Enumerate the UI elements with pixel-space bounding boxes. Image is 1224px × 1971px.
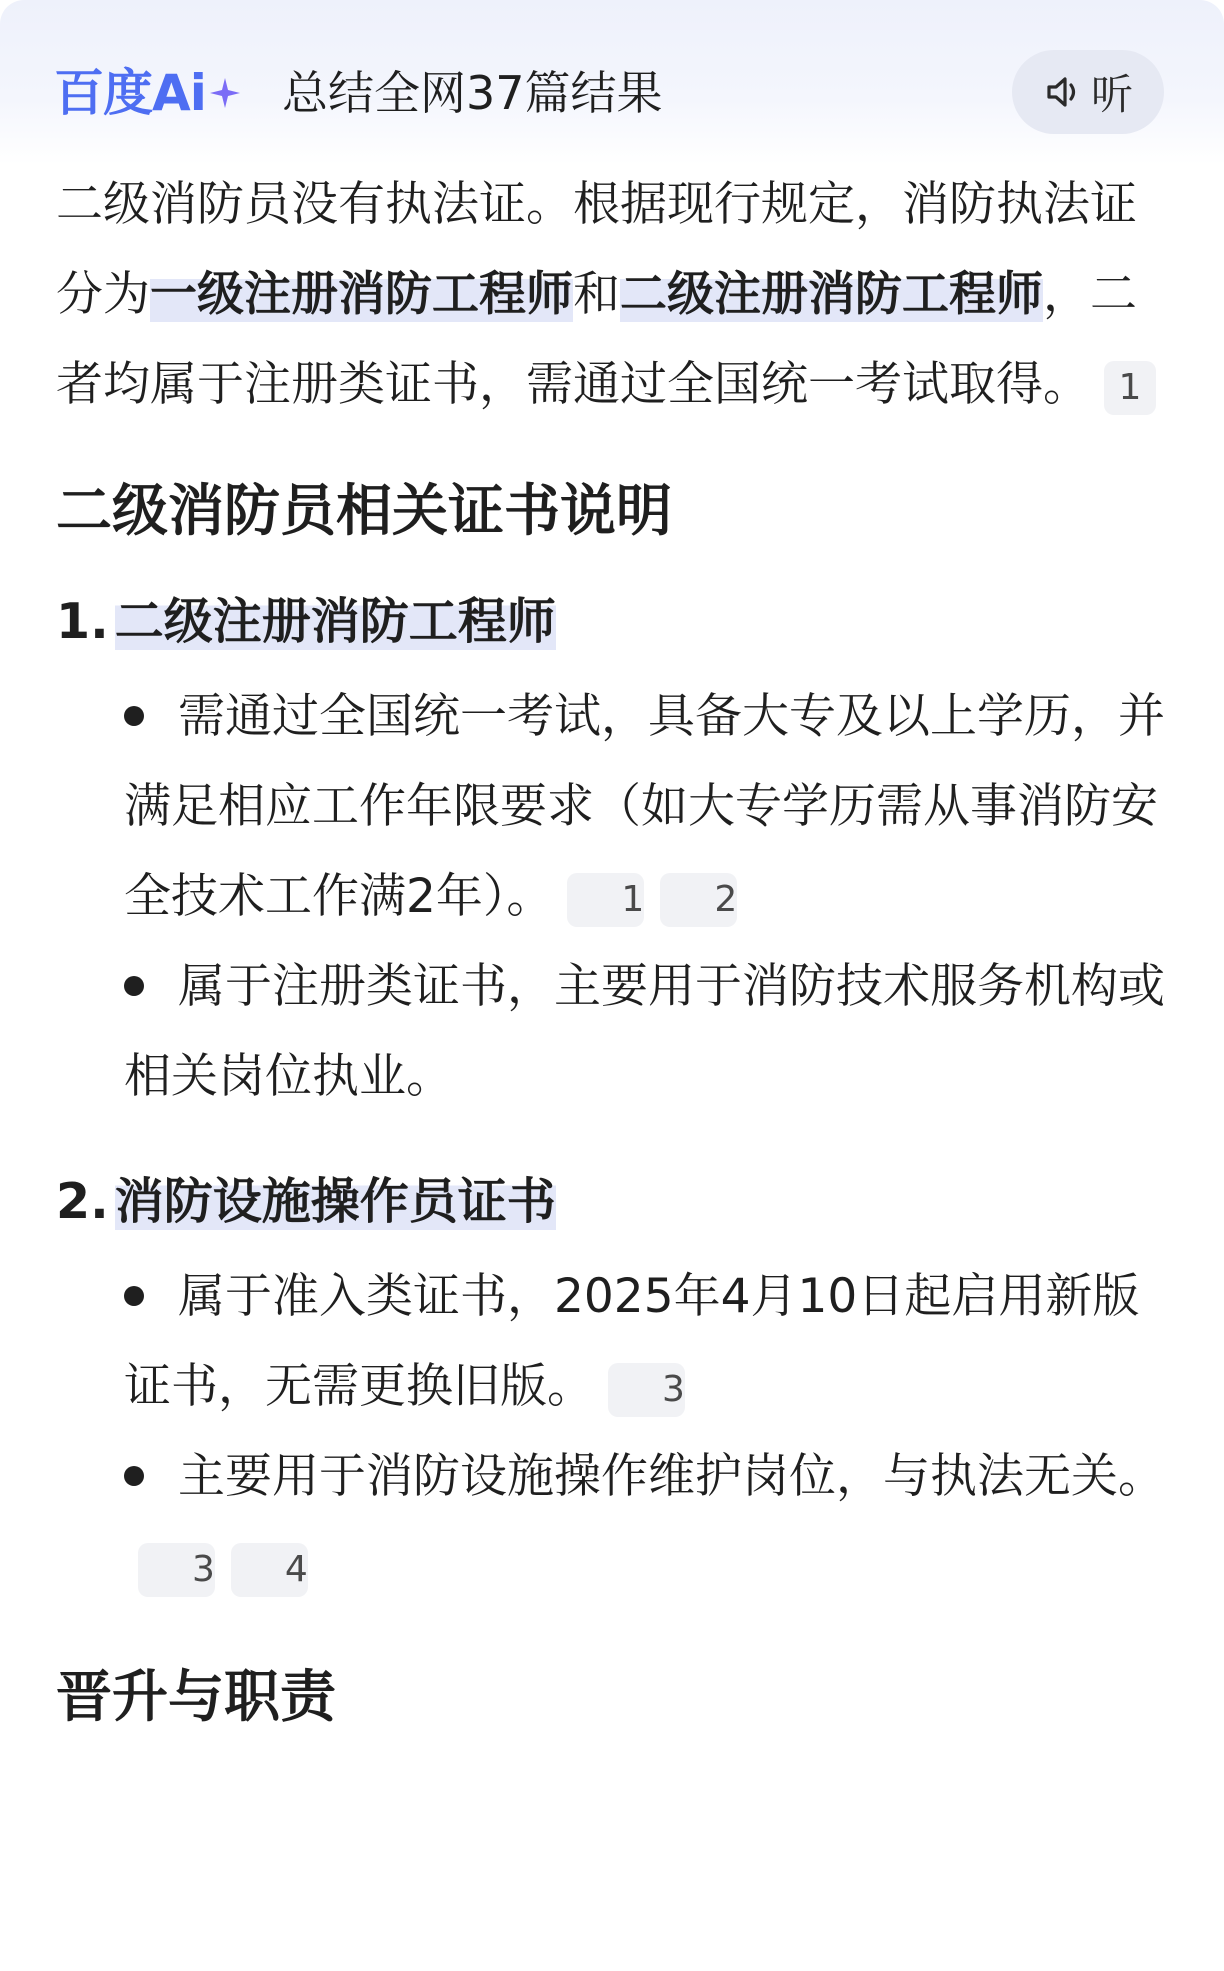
answer-content — [56, 160, 1172, 1738]
cert-item-title — [56, 582, 1172, 662]
link-level2-engineer-item[interactable]: 二级注册消防工程师 — [114, 593, 556, 650]
citation-badge[interactable]: 3 — [138, 1543, 215, 1597]
citation-badge[interactable]: 1 — [567, 873, 644, 927]
bullet-text: 属于准入类证书，2025年4月10日起启用新版证书，无需更换旧版。 — [124, 1269, 1140, 1414]
listen-button[interactable] — [1012, 50, 1164, 134]
section-title-certs: 二级消防员相关证书说明 — [56, 479, 672, 544]
brand-text: 百度Ai — [54, 64, 206, 122]
list-item — [124, 1252, 1172, 1432]
section-title-promotion: 晋升与职责 — [56, 1665, 336, 1730]
list-item — [124, 672, 1172, 942]
summary-title: 总结全网37篇结果 — [282, 66, 663, 120]
listen-label: 听 — [1090, 70, 1133, 119]
link-operator-cert[interactable]: 消防设施操作员证书 — [114, 1173, 556, 1230]
list-item — [124, 1432, 1172, 1612]
bullet-list — [56, 1252, 1172, 1612]
citation-badge[interactable]: 3 — [608, 1363, 685, 1417]
item-number: 1. — [56, 593, 109, 650]
citation-badge[interactable]: 4 — [231, 1543, 308, 1597]
bullet-dot — [124, 976, 144, 996]
item-number: 2. — [56, 1173, 109, 1230]
citation-badge[interactable]: 2 — [660, 873, 737, 927]
cert-item-title — [56, 1162, 1172, 1242]
citation-badge[interactable]: 1 — [1104, 361, 1156, 415]
bullet-dot — [124, 1466, 144, 1486]
intro-text: ，二者均属于注册类证书，需通过全国统一考试取得。 — [56, 267, 1137, 412]
bullet-text: 属于注册类证书，主要用于消防技术服务机构或相关岗位执业。 — [124, 959, 1165, 1104]
baidu-ai-logo — [54, 60, 242, 126]
intro-text: 二级消防员没有执法证。根据现行规定，消防执法证分为 — [56, 177, 1137, 322]
speaker-icon — [1043, 72, 1083, 112]
sparkle-icon — [208, 76, 242, 110]
bullet-list — [56, 672, 1172, 1122]
answer-header — [0, 0, 1224, 165]
list-item — [124, 942, 1172, 1122]
link-level2-engineer[interactable]: 二级注册消防工程师 — [620, 267, 1043, 322]
bullet-text: 需通过全国统一考试，具备大专及以上学历，并满足相应工作年限要求（如大专学历需从事消防安全技术工作满2年）。 — [124, 689, 1165, 924]
bullet-dot — [124, 1286, 144, 1306]
link-level1-engineer[interactable]: 一级注册消防工程师 — [150, 267, 573, 322]
intro-text: 和 — [573, 267, 620, 322]
bullet-text: 主要用于消防设施操作维护岗位，与执法无关。 — [178, 1449, 1165, 1504]
bullet-dot — [124, 706, 144, 726]
intro-paragraph — [56, 160, 1172, 430]
